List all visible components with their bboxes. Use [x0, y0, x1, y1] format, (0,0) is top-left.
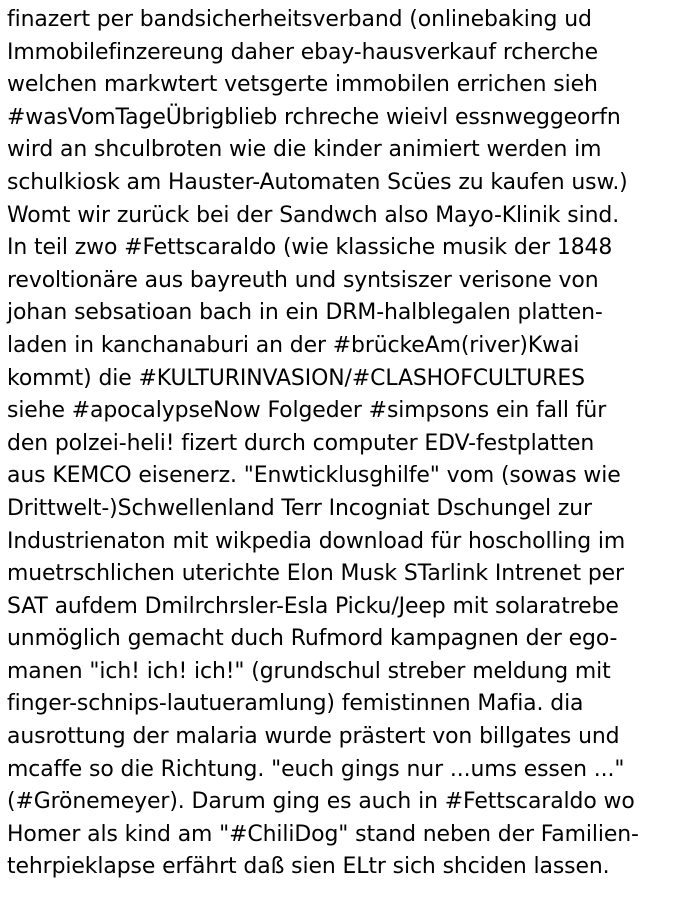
text-line: revoltionäre aus bayreuth und syntsiszer verisone von: [7, 267, 599, 293]
text-line: SAT aufdem Dmilrchrsler-Esla Picku/Jeep mit solaratrebe: [7, 593, 619, 619]
text-line: Immobilefinzereung daher ebay-hausverkauf rcherche: [7, 39, 598, 65]
document-body: [7, 4, 681, 884]
text-line: siehe #apocalypseNow Folgeder #simpsons ein fall für: [7, 398, 607, 424]
text-line: aus KEMCO eisenerz. "Enwticklusghilfe" vom (sowas wie: [7, 463, 621, 489]
text-line: tehrpieklapse erfährt daß sien ELtr sich shciden lassen.: [7, 854, 610, 880]
text-line: finazert per bandsicherheitsverband (onlinebaking ud: [7, 7, 592, 32]
text-line: mcaffe so die Richtung. "euch gings nur ...ums essen ...": [7, 756, 625, 782]
text-line: In teil zwo #Fettscaraldo (wie klassiche musik der 1848: [7, 235, 613, 261]
text-line: schulkiosk am Hauster-Automaten Scües zu kaufen usw.): [7, 169, 628, 195]
text-line: Industrienaton mit wikpedia download für hoscholling im: [7, 528, 626, 554]
text-line: #wasVomTageÜbrigblieb rchreche wieivl essnweggeorfn: [7, 104, 621, 130]
text-line: muetrschlichen uterichte Elon Musk STarlink Intrenet per: [7, 561, 624, 587]
text-line: unmöglich gemacht duch Rufmord kampagnen der ego-: [7, 626, 618, 652]
text-line: finger-schnips-lautueramlung) femistinnen Mafia. dia: [7, 691, 584, 717]
text-line: ausrottung der malaria wurde prästert von billgates und: [7, 724, 620, 750]
text-line: laden in kanchanaburi an der #brückeAm(river)Kwai: [7, 332, 580, 358]
text-line: welchen markwtert vetsgerte immobilen errichen sieh: [7, 72, 598, 98]
text-line: Homer als kind am "#ChiliDog" stand neben der Familien-: [7, 821, 639, 847]
text-line: kommt) die #KULTURINVASION/#CLASHOFCULTURES: [7, 365, 585, 391]
text-line: johan sebsatioan bach in ein DRM-halblegalen platten-: [7, 300, 603, 326]
text-line: Womt wir zurück bei der Sandwch also Mayo-Klinik sind.: [7, 202, 620, 228]
text-line: Drittwelt-)Schwellenland Terr Incogniat Dschungel zur: [7, 495, 592, 521]
text-line: den polzei-heli! fizert durch computer EDV-festplatten: [7, 430, 595, 456]
text-line: manen "ich! ich! ich!" (grundschul streber meldung mit: [7, 658, 611, 684]
text-line: wird an shculbroten wie die kinder animiert werden im: [7, 137, 602, 163]
text-line: (#Grönemeyer). Darum ging es auch in #Fettscaraldo wo: [7, 789, 635, 815]
